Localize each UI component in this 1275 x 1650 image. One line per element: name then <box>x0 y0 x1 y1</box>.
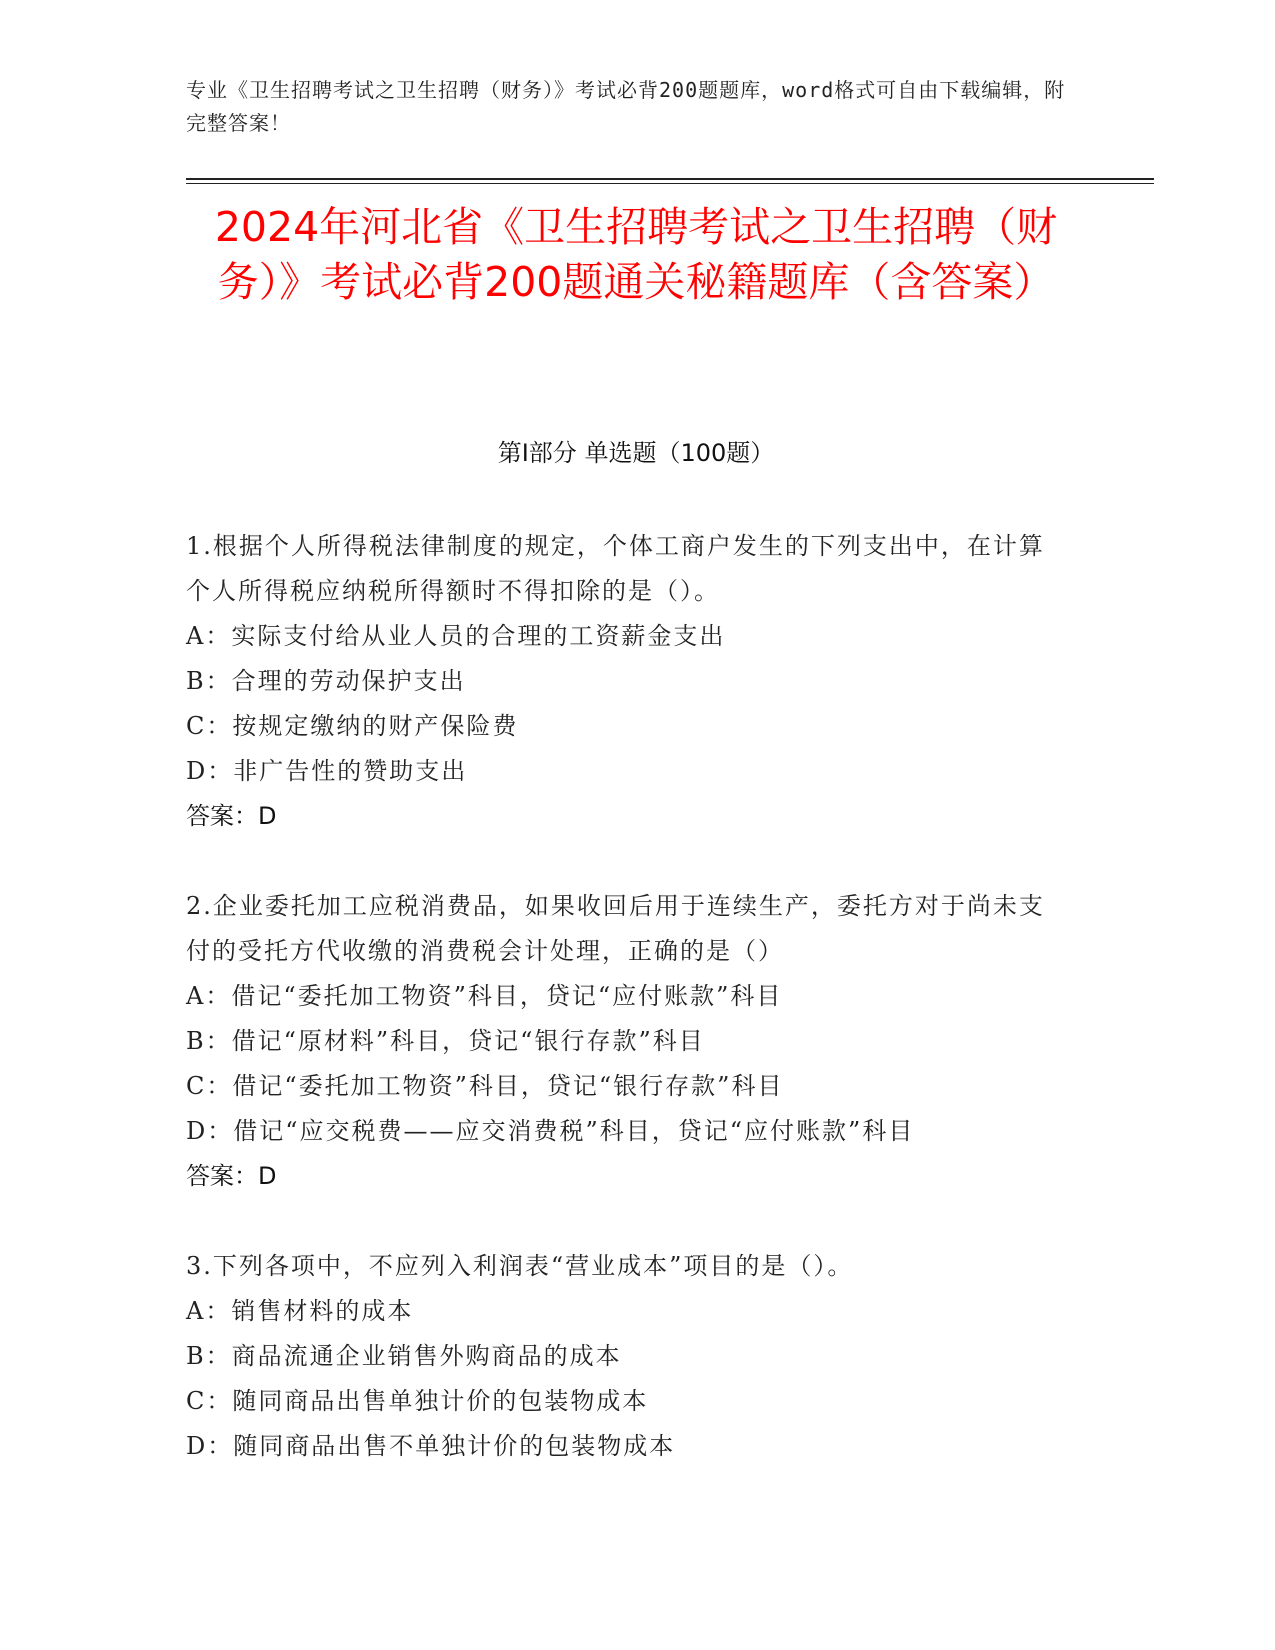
option-d: D：随同商品出售不单独计价的包装物成本 <box>186 1432 676 1460</box>
answer: 答案：D <box>186 1162 277 1190</box>
question-3 <box>186 1244 1066 1469</box>
answer: 答案：D <box>186 802 277 830</box>
option-a: A：销售材料的成本 <box>186 1297 414 1325</box>
question-stem: 2.企业委托加工应税消费品，如果收回后用于连续生产，委托方对于尚未支付的受托方代收缴的消费税会计处理，正确的是（） <box>186 892 1045 965</box>
option-c: C：随同商品出售单独计价的包装物成本 <box>186 1387 649 1415</box>
option-a: A：借记“委托加工物资”科目，贷记“应付账款”科目 <box>186 982 783 1010</box>
option-d: D：借记“应交税费——应交消费税”科目，贷记“应付账款”科目 <box>186 1117 915 1145</box>
option-a: A：实际支付给从业人员的合理的工资薪金支出 <box>186 622 726 650</box>
option-d: D：非广告性的赞助支出 <box>186 757 468 785</box>
option-c: C：按规定缴纳的财产保险费 <box>186 712 519 740</box>
header-rule-thick <box>186 178 1154 180</box>
question-1 <box>186 524 1066 839</box>
question-stem: 3.下列各项中，不应列入利润表“营业成本”项目的是（）。 <box>186 1252 854 1280</box>
option-b: B：商品流通企业销售外购商品的成本 <box>186 1342 622 1370</box>
option-c: C：借记“委托加工物资”科目，贷记“银行存款”科目 <box>186 1072 784 1100</box>
question-2 <box>186 884 1066 1199</box>
option-b: B：合理的劳动保护支出 <box>186 667 466 695</box>
document-title: 2024年河北省《卫生招聘考试之卫生招聘（财务）》考试必背200题通关秘籍题库（含答案） <box>214 203 1058 306</box>
option-b: B：借记“原材料”科目，贷记“银行存款”科目 <box>186 1027 705 1055</box>
header-rule-thin <box>186 183 1154 184</box>
question-stem: 1.根据个人所得税法律制度的规定，个体工商户发生的下列支出中，在计算个人所得税应纳税所得额时不得扣除的是（）。 <box>186 532 1045 605</box>
header-note: 专业《卫生招聘考试之卫生招聘（财务）》考试必背200题题库，word格式可自由下载编辑，附完整答案！ <box>186 78 1066 135</box>
section-heading: 第I部分 单选题（100题） <box>497 439 775 467</box>
